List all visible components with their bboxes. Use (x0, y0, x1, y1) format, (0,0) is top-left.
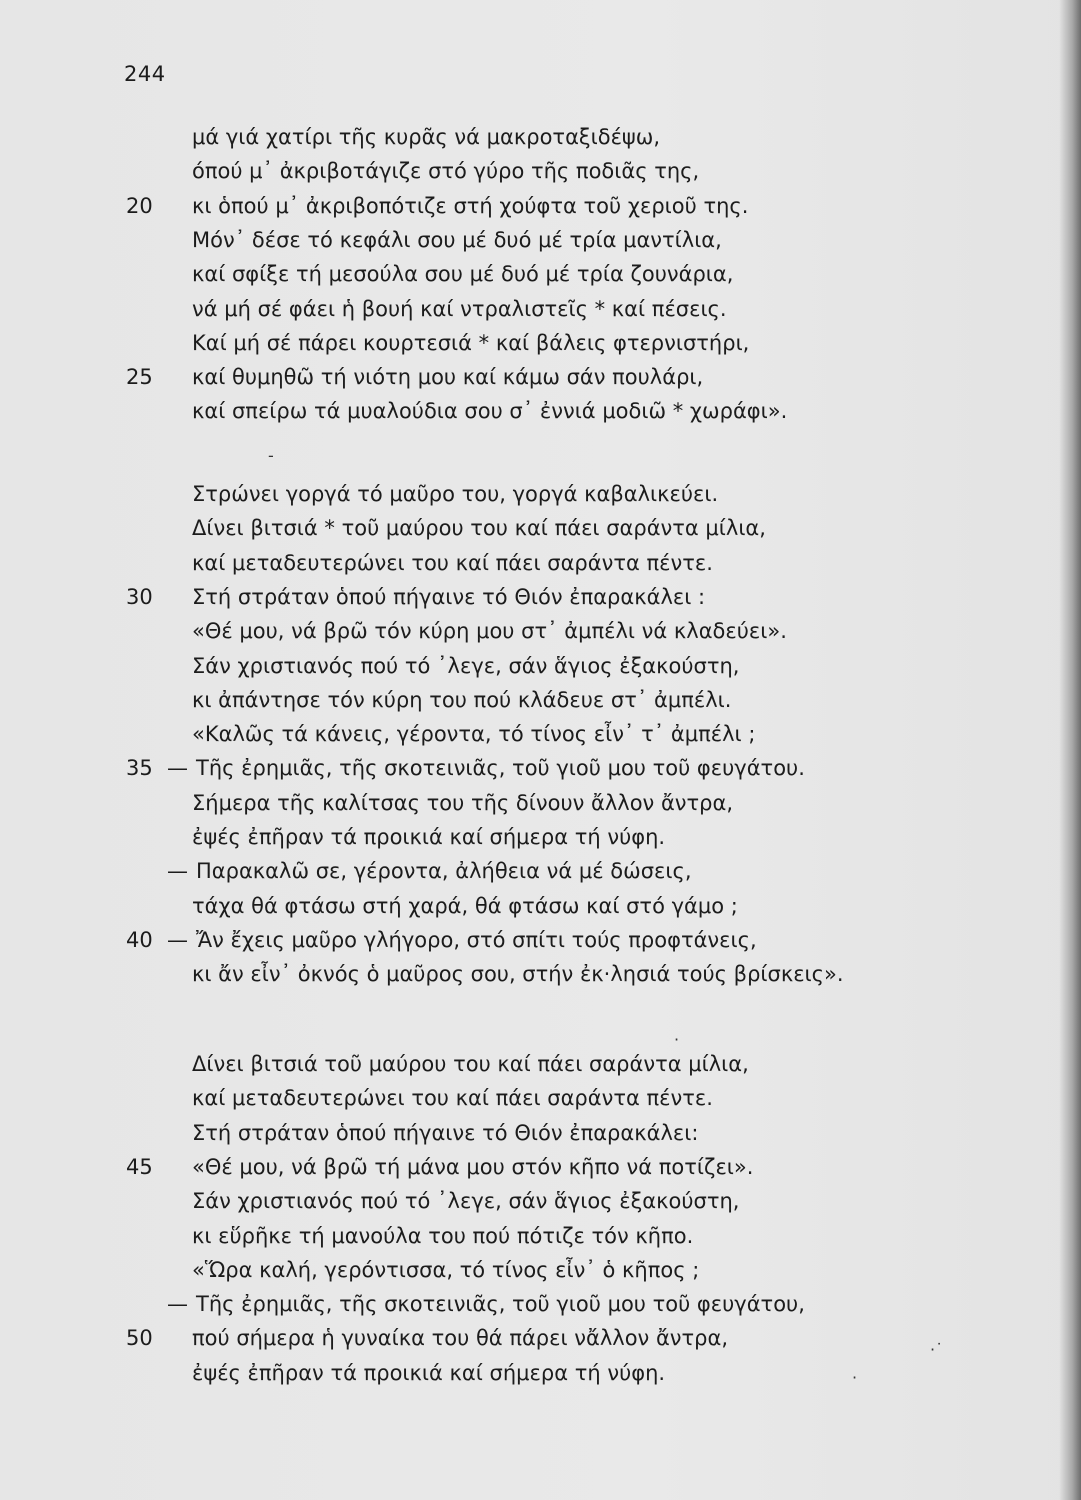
line-number: 30 (126, 584, 153, 609)
verse-text: «Ὥρα καλή, γερόντισσα, τό τίνος εἶν᾿ ὁ κῆπος ; (192, 1257, 700, 1282)
stray-mark: - (268, 446, 274, 465)
verse-line (0, 1081, 1081, 1115)
verse-line (0, 820, 1081, 854)
verse-text: Τῆς ἐρημιᾶς, τῆς σκοτεινιᾶς, τοῦ γιοῦ μου τοῦ φευγάτου. (196, 756, 805, 781)
verse-line (0, 326, 1081, 360)
verse-line (0, 957, 1081, 991)
verse-text: «Καλῶς τά κάνεις, γέροντα, τό τίνος εἶν᾿ τ᾿ ἀμπέλι ; (192, 722, 756, 747)
verse-line (0, 1184, 1081, 1218)
verse-text: καί σπείρω τά μυαλούδια σου σ᾿ ἐννιά μοδιῶ * χωράφι». (192, 399, 788, 424)
verse-line (0, 649, 1081, 683)
verse-line (0, 546, 1081, 580)
verse-text: κι εὕρῆκε τή μανούλα του πού πότιζε τόν κῆπο. (192, 1223, 694, 1248)
verse-text: ἐψές ἐπῆραν τά προικιά καί σήμερα τή νύφη. (192, 825, 666, 849)
verse-text: όπού μ᾿ ἀκριβοτάγιζε στό γύρο τῆς ποδιᾶς της, (192, 159, 700, 184)
verse-text: κι ἀπάντησε τόν κύρη του πού κλάδευε στ᾿ ἀμπέλι. (192, 687, 732, 712)
verse-text: καί μεταδευτερώνει του καί πάει σαράντα πέντε. (192, 550, 713, 575)
line-number: 40 (126, 927, 153, 952)
line-number: 45 (126, 1154, 153, 1179)
verse-line (0, 1321, 1081, 1355)
verse-line (0, 786, 1081, 820)
verse-line (0, 477, 1081, 511)
verse-line (0, 511, 1081, 545)
verse-text: καί μεταδευτερώνει του καί πάει σαράντα πέντε. (192, 1086, 713, 1111)
verse-line (0, 614, 1081, 648)
speaker-dash: — (167, 756, 188, 781)
verse-text: τάχα θά φτάσω στή χαρά, θά φτάσω καί στό γάμο ; (192, 893, 738, 918)
stray-mark: · (674, 1030, 680, 1049)
verse-text: Σάν χριστιανός πού τό ᾿λεγε, σάν ἅγιος ἐξακούστη, (192, 653, 740, 678)
speaker-dash: — (167, 1292, 188, 1317)
verse-line (0, 154, 1081, 188)
verse-line (0, 751, 1081, 785)
verse-text: Μόν᾿ δέσε τό κεφάλι σου μέ δυό μέ τρία μαντίλια, (192, 227, 722, 252)
verse-text: Στή στράταν ὁπού πήγαινε τό Θιόν ἐπαρακάλει : (192, 584, 706, 609)
verse-text: Δίνει βιτσιά * τοῦ μαύρου του καί πάει σαράντα μίλια, (192, 516, 766, 541)
stray-mark: ·˙ (930, 1340, 944, 1359)
verse-text: Καί μή σέ πάρει κουρτεσιά * καί βάλεις φτερνιστήρι, (192, 330, 750, 355)
verse-line (0, 1219, 1081, 1253)
verse-line (0, 223, 1081, 257)
verse-text: Σάν χριστιανός πού τό ᾿λεγε, σάν ἅγιος ἐξακούστη, (192, 1189, 740, 1214)
verse-line (0, 1253, 1081, 1287)
verse-line (0, 1047, 1081, 1081)
verse-text: Ἄν ἔχεις μαῦρο γλήγορο, στό σπίτι τούς προφτάνεις, (196, 927, 757, 952)
verse-line (0, 189, 1081, 223)
verse-text: Παρακαλῶ σε, γέροντα, ἀλήθεια νά μέ δώσεις, (196, 859, 692, 884)
speaker-dash: — (167, 927, 188, 952)
verse-line (0, 923, 1081, 957)
stray-mark: · (852, 1368, 858, 1387)
verse-line (0, 580, 1081, 614)
verse-text: Σήμερα τῆς καλίτσας του τῆς δίνουν ἄλλον ἄντρα, (192, 790, 734, 815)
verse-text: κι ὁπού μ᾿ ἀκριβοπότιζε στή χούφτα τοῦ χεριοῦ της. (192, 193, 749, 218)
verse-text: Δίνει βιτσιά τοῦ μαύρου του καί πάει σαράντα μίλια, (192, 1052, 749, 1076)
line-number: 20 (126, 193, 153, 218)
verse-line (0, 683, 1081, 717)
verse-text: Στή στράταν ὁπού πήγαινε τό Θιόν ἐπαρακάλει: (192, 1120, 699, 1145)
verse-line (0, 854, 1081, 888)
line-number: 50 (126, 1326, 153, 1351)
speaker-dash: — (167, 859, 188, 884)
verse-line (0, 120, 1081, 154)
verse-text: πού σήμερα ἡ γυναίκα του θά πάρει νἄλλον ἄντρα, (192, 1326, 729, 1351)
verse-line (0, 889, 1081, 923)
line-number: 35 (126, 756, 153, 781)
verse-text: Στρώνει γοργά τό μαῦρο του, γοργά καβαλικεύει. (192, 482, 719, 506)
verse-text: καί θυμηθῶ τή νιότη μου καί κάμω σάν πουλάρι, (192, 365, 704, 390)
verse-line (0, 1150, 1081, 1184)
verse-line (0, 1356, 1081, 1390)
verse-text: κι ἄν εἶν᾿ ὀκνός ὁ μαῦρος σου, στήν ἐκ·λησιά τούς βρίσκεις». (192, 962, 844, 987)
verse-line (0, 717, 1081, 751)
verse-text: μά γιά χατίρι τῆς κυρᾶς νά μακροταξιδέψω, (192, 125, 661, 149)
verse-text: καί σφίξε τή μεσούλα σου μέ δυό μέ τρία ζουνάρια, (192, 262, 734, 287)
verse-line (0, 257, 1081, 291)
verse-text: νά μή σέ φάει ἡ βουή καί ντραλιστεῖς * καί πέσεις. (192, 296, 727, 321)
page-number: 244 (124, 62, 166, 86)
verse-line (0, 360, 1081, 394)
verse-text: Τῆς ἐρημιᾶς, τῆς σκοτεινιᾶς, τοῦ γιοῦ μου τοῦ φευγάτου, (196, 1292, 805, 1317)
verse-text: «Θέ μου, νά βρῶ τόν κύρη μου στ᾿ ἀμπέλι νά κλαδεύει». (192, 619, 787, 644)
verse-line (0, 1116, 1081, 1150)
verse-line (0, 292, 1081, 326)
verse-text: ἐψές ἐπῆραν τά προικιά καί σήμερα τή νύφη. (192, 1360, 666, 1385)
verse-line (0, 394, 1081, 428)
line-number: 25 (126, 365, 153, 390)
verse-line (0, 1287, 1081, 1321)
verse-text: «Θέ μου, νά βρῶ τή μάνα μου στόν κῆπο νά ποτίζει». (192, 1154, 754, 1179)
